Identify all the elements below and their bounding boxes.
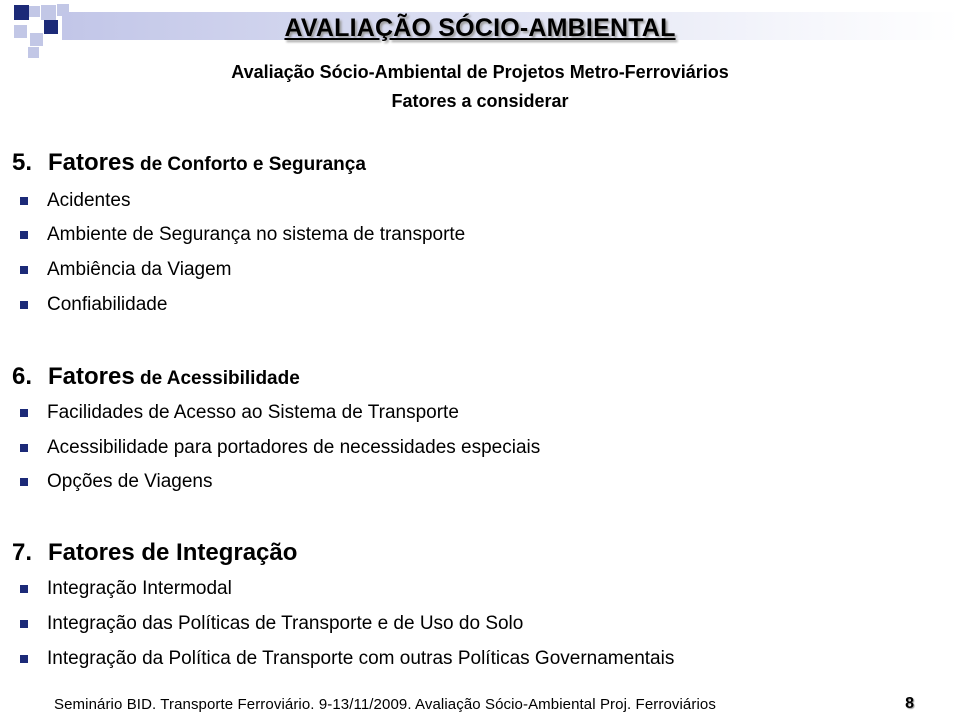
list-item-text: Integração da Política de Transporte com outras Políticas Governamentais <box>47 648 675 669</box>
list-item-text: Opções de Viagens <box>47 471 213 492</box>
decorative-square-light-6 <box>28 47 39 58</box>
list-item-text: Acidentes <box>47 190 131 211</box>
list-item-text: Ambiente de Segurança no sistema de transporte <box>47 224 466 245</box>
section-heading-main: Fatores <box>48 363 135 390</box>
square-bullet-icon <box>20 585 28 593</box>
subtitle-line-1: Avaliação Sócio-Ambiental de Projetos Metro-Ferroviários <box>231 62 729 82</box>
list-item-text: Facilidades de Acesso ao Sistema de Transporte <box>47 402 459 423</box>
square-bullet-icon <box>20 620 28 628</box>
section-heading-integracao <box>12 539 297 569</box>
footer-text: Seminário BID. Transporte Ferroviário. 9-13/11/2009. Avaliação Sócio-Ambiental Proj. Ferroviários <box>54 696 716 713</box>
section-number: 6. <box>12 363 33 390</box>
square-bullet-icon <box>20 266 28 274</box>
square-bullet-icon <box>20 444 28 452</box>
section-heading-main: Fatores <box>48 149 135 176</box>
square-bullet-icon <box>20 231 28 239</box>
square-bullet-icon <box>20 197 28 205</box>
subtitle-line-2: Fatores a considerar <box>391 91 569 111</box>
page-number: 8 <box>905 695 914 712</box>
section-number: 7. <box>12 539 33 566</box>
square-bullet-icon <box>20 301 28 309</box>
square-bullet-icon <box>20 478 28 486</box>
section-heading-main: Fatores de Integração <box>48 539 298 566</box>
square-bullet-icon <box>20 655 28 663</box>
slide-title: AVALIAÇÃO SÓCIO-AMBIENTAL <box>284 14 676 42</box>
square-bullet-icon <box>20 409 28 417</box>
section-number: 5. <box>12 149 33 176</box>
list-item-text: Integração Intermodal <box>47 578 232 599</box>
list-item-text: Acessibilidade para portadores de necessidades especiais <box>47 437 541 458</box>
section-heading-rest: de Acessibilidade <box>134 368 300 389</box>
list-item-text: Confiabilidade <box>47 294 168 315</box>
list-item-text: Ambiência da Viagem <box>47 259 232 280</box>
section-heading-acessibilidade <box>12 363 300 393</box>
section-heading-rest: de Conforto e Segurança <box>134 154 366 175</box>
list-item-text: Integração das Políticas de Transporte e de Uso do Solo <box>47 613 524 634</box>
section-heading-conforto-seguranca <box>12 149 366 179</box>
